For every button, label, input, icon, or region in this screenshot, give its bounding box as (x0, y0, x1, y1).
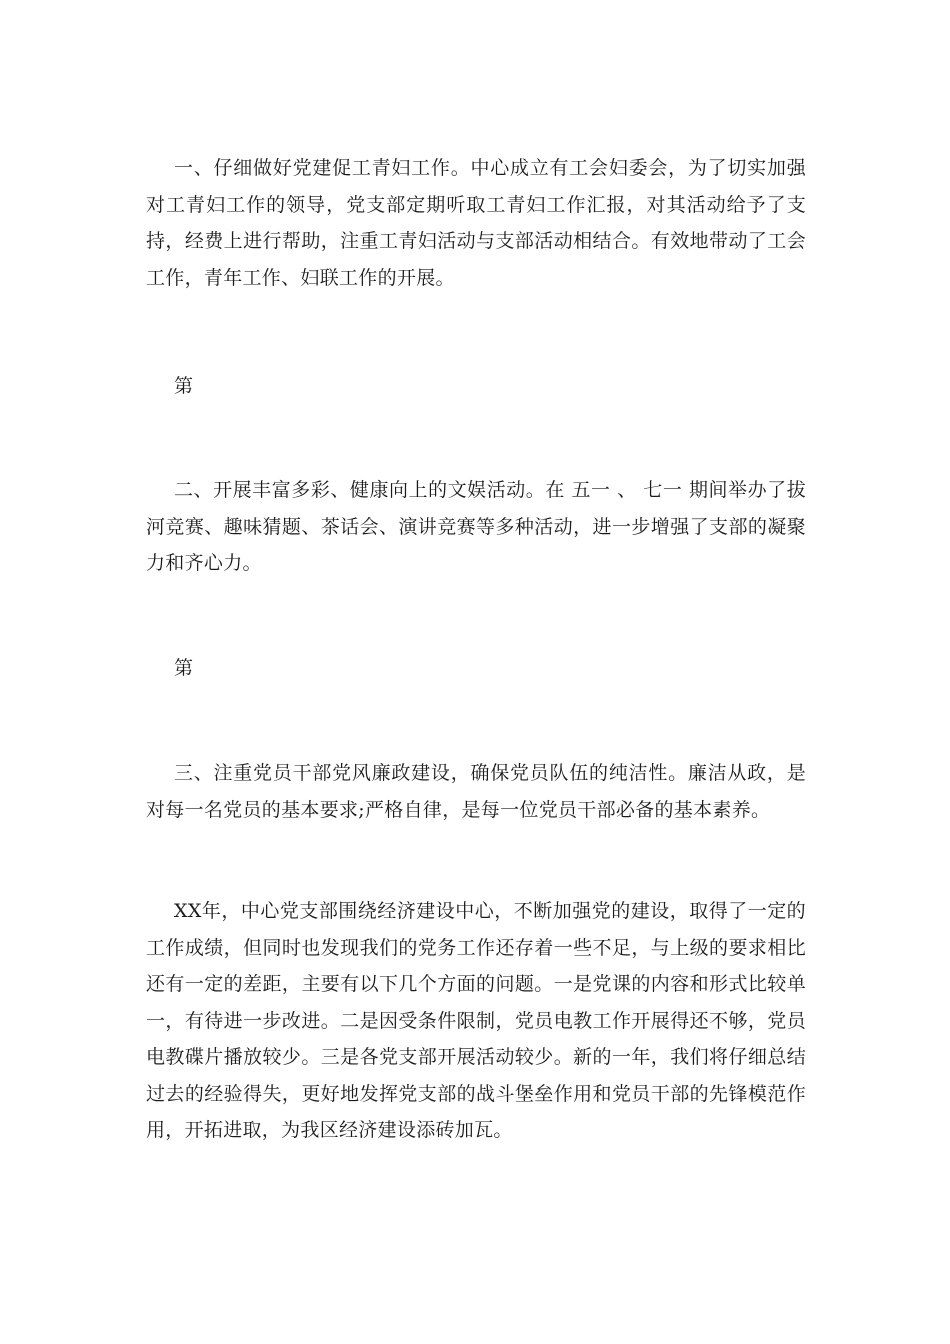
paragraph-cultural-activities: 二、开展丰富多彩、健康向上的文娱活动。在 五一 、 七一 期间举办了拔河竞赛、趣味猜题、茶话会、演讲竞赛等多种活动，进一步增强了支部的凝聚力和齐心力。 (146, 479, 806, 574)
section-marker: 第 (174, 375, 194, 397)
paragraph-annual-summary: XX年，中心党支部围绕经济建设中心，不断加强党的建设，取得了一定的工作成绩，但同时也发现我们的党务工作还存着一些不足，与上级的要求相比还有一定的差距，主要有以下几个方面的问题。一是党课的内容和形式比较单一，有待进一步改进。二是因受条件限制，党员电教工作开展得还不够，党员电教碟片播放较少。三是各党支部开展活动较少。新的一年，我们将仔细总结过去的经验得失，更好地发挥党支部的战斗堡垒作用和党员干部的先锋模范作用，开拓进取，为我区经济建设添砖加瓦。 (146, 900, 806, 1141)
paragraph-work-with-unions: 一、仔细做好党建促工青妇工作。中心成立有工会妇委会，为了切实加强对工青妇工作的领导，党支部定期听取工青妇工作汇报，对其活动给予了支持，经费上进行帮助，注重工青妇活动与支部活动相结合。有效地带动了工会工作，青年工作、妇联工作的开展。 (146, 157, 806, 289)
paragraph-integrity-building: 三、注重党员干部党风廉政建设，确保党员队伍的纯洁性。廉洁从政，是对每一名党员的基本要求;严格自律，是每一位党员干部必备的基本素养。 (146, 762, 806, 821)
section-marker: 第 (174, 657, 194, 679)
